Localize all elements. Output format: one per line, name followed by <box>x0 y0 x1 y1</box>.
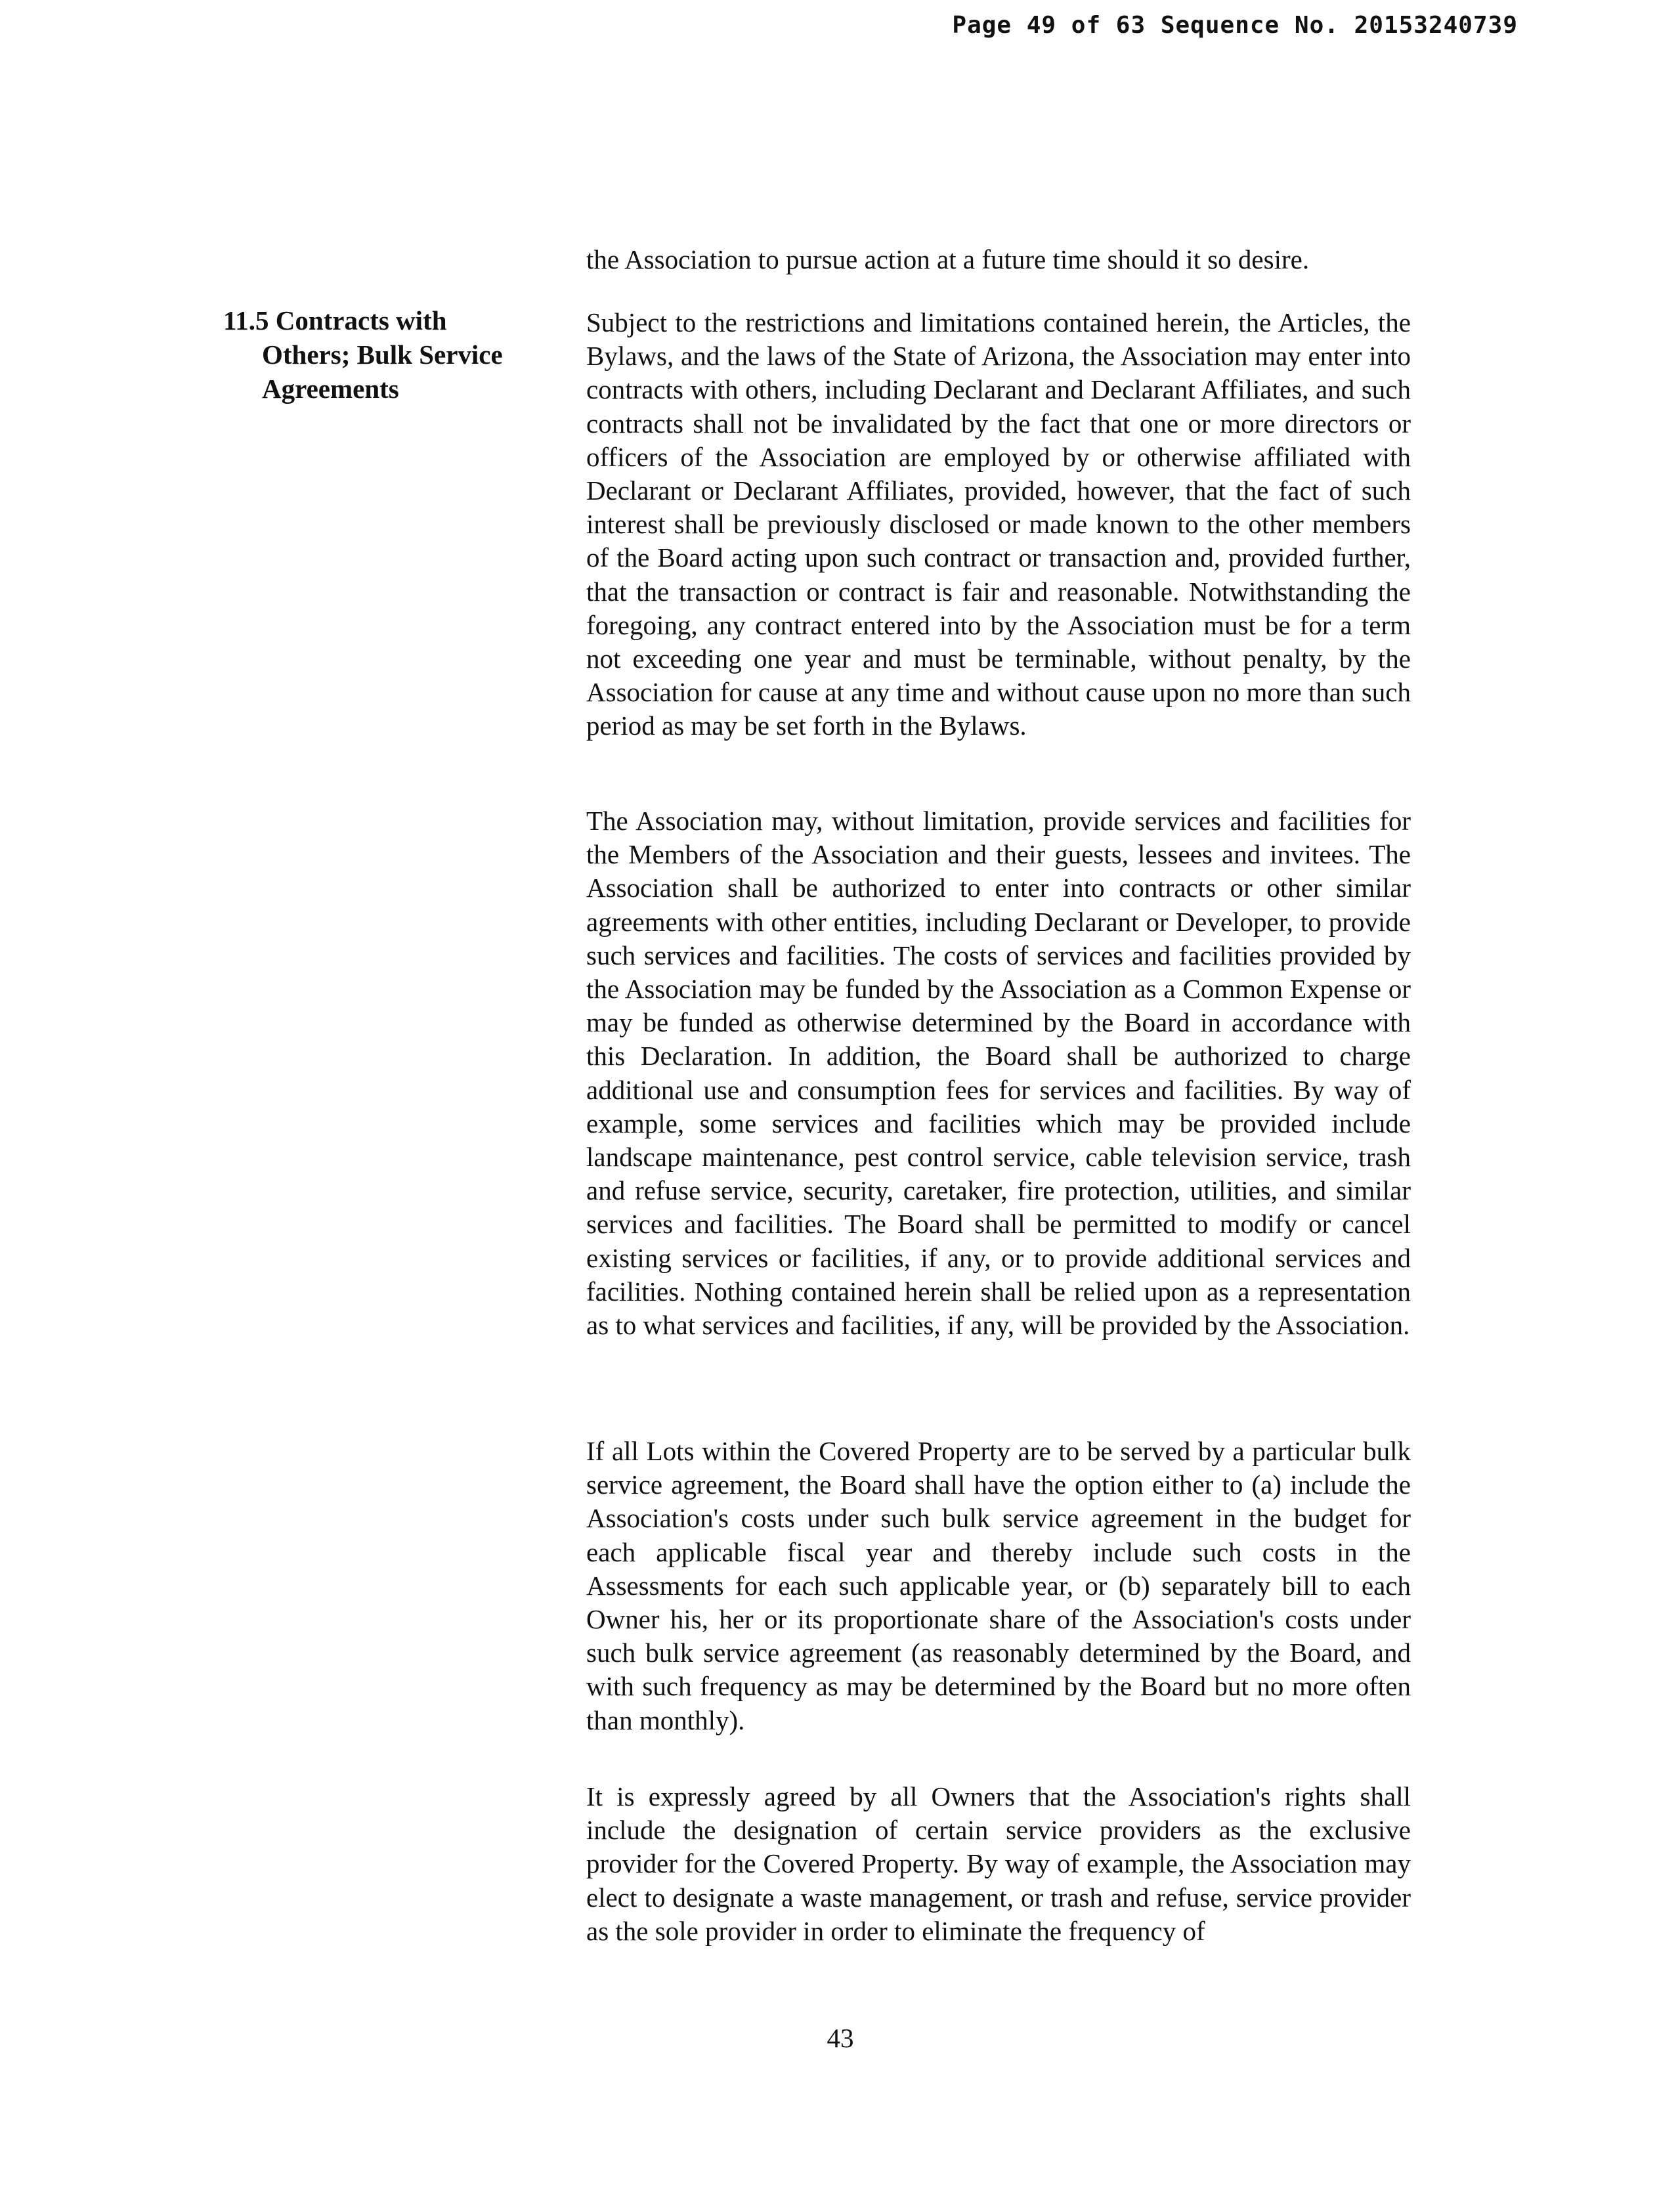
paragraph-text: If all Lots within the Covered Property are to be served by a particular bulk service agreement, the Board shall have the option either to (a) include the Association's costs under such bulk service agreement in the budget for each applicable fiscal year and thereby include such costs in the Assessments for each such applicable year, or (b) separately bill to each Owner his, her or its proportionate share of the Association's costs under such bulk service agreement (as reasonably determined by the Board, and with such frequency as may be determined by the Board but no more often than monthly). <box>586 1436 1411 1735</box>
paragraph-services <box>586 804 1411 1342</box>
paragraph-exclusive-provider <box>586 1780 1411 1948</box>
paragraph-bulk-service <box>586 1435 1411 1737</box>
paragraph-text: the Association to pursue action at a future time should it so desire. <box>586 244 1310 274</box>
page-sequence-stamp: Page 49 of 63 Sequence No. 20153240739 <box>952 12 1518 39</box>
paragraph-text: Subject to the restrictions and limitations contained herein, the Articles, the Bylaws, and the laws of the State of Arizona, the Association may enter into contracts with others, including Declarant and Declarant Affiliates, and such contracts shall not be invalidated by the fact that one or more directors or officers of the Association are employed by or otherwise affiliated with Declarant or Declarant Affiliates, provided, however, that the fact of such interest shall be previously disclosed or made known to the other members of the Board acting upon such contract or transaction and, provided further, that the transaction or contract is fair and reasonable. Notwithstanding the foregoing, any contract entered into by the Association must be for a term not exceeding one year and must be terminable, without penalty, by the Association for cause at any time and without cause upon no more than such period as may be set forth in the Bylaws. <box>586 307 1411 741</box>
section-heading <box>223 303 538 406</box>
paragraph-text: The Association may, without limitation, provide services and facilities for the Members of the Association and their guests, lessees and invitees. The Association shall be authorized to enter into contracts or other similar agreements with other entities, including Declarant or Developer, to provide such services and facilities. The costs of services and facilities provided by the Association may be funded by the Association as a Common Expense or may be funded as otherwise determined by the Board in accordance with this Declaration. In addition, the Board shall be authorized to charge additional use and consumption fees for services and facilities. By way of example, some services and facilities which may be provided include landscape maintenance, pest control service, cable television service, trash and refuse service, security, caretaker, fire protection, utilities, and similar services and facilities. The Board shall be permitted to modify or cancel existing services or facilities, if any, or to provide additional services and facilities. Nothing contained herein shall be relied upon as a representation as to what services and facilities, if any, will be provided by the Association. <box>586 806 1411 1341</box>
paragraph-text: It is expressly agreed by all Owners that the Association's rights shall include the designation of certain service providers as the exclusive provider for the Covered Property. By way of example, the Association may elect to designate a waste management, or trash and refuse, service provider as the sole provider in order to eliminate the frequency of <box>586 1781 1411 1946</box>
paragraph-contracts <box>586 306 1411 743</box>
paragraph-continuation <box>586 243 1411 276</box>
section-heading-line: Agreements <box>262 374 399 404</box>
section-heading-line: Others; Bulk Service <box>262 339 503 370</box>
page-number: 43 <box>827 2023 854 2053</box>
section-heading-line: 11.5 Contracts with <box>223 305 447 336</box>
